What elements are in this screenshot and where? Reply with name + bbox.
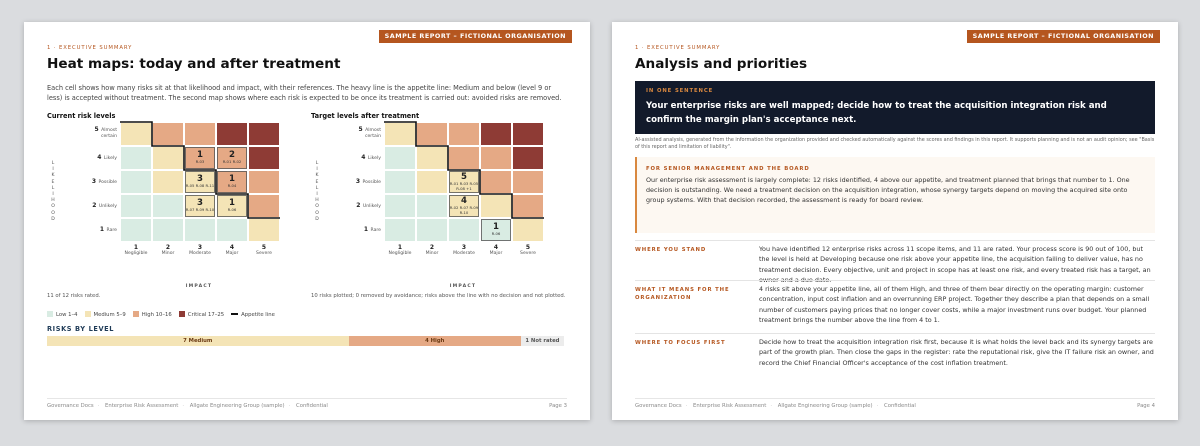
row-label: WHERE YOU STAND [635,247,707,253]
footer-item: Allgate Engineering Group (sample) [777,403,873,409]
impact-axis-label: IMPACT [449,284,477,289]
heatmap-legend [47,311,282,318]
sample-badge: SAMPLE REPORT – FICTIONAL ORGANISATION [967,30,1160,43]
heatmap-cell [121,219,151,241]
heatmap-cell [417,195,447,217]
heatmap-cell [153,219,183,241]
heatmap-cell [417,219,447,241]
impact-level-label: 4 Major [225,244,239,256]
level-bar-segment: 1 Not rated [521,336,564,346]
footer-item: Confidential [884,403,916,409]
heatmap-cell [481,171,511,193]
heatmap-cell [217,219,247,241]
one-sentence-box [635,81,1155,134]
heatmap-cell [121,195,151,217]
one-sentence-label: IN ONE SENTENCE [646,88,714,94]
cell-risk-count: 3 R-07 R-09 R-10 [185,198,215,212]
heatmap-cell [121,147,151,169]
section-label: 1 · EXECUTIVE SUMMARY [47,45,133,51]
heatmap-cell [385,171,415,193]
legend-line-swatch [231,313,238,315]
heatmap-cell [249,195,279,217]
heatmap-note-target: 10 risks plotted; 0 removed by avoidance; risks above the line with no decision and not plotted. [311,293,566,299]
legend-item-appetite: Appetite line [231,312,275,318]
heatmap-cell [513,147,543,169]
cell-risk-count: 4 R-02 R-07 R-09 R-10 [449,196,479,215]
heatmap-cell [513,195,543,217]
cell-risk-count: 1 R-06 [491,222,501,236]
heatmap-cell [481,147,511,169]
likelihood-axis-label: L I K E L I H O O D [51,161,55,222]
likelihood-level-label: 1 Rare [99,226,117,233]
heatmap-cell [153,123,183,145]
heatmap-cell [449,219,479,241]
heatmap-cell [249,147,279,169]
heatmap-cell [249,123,279,145]
heatmap-cell [481,195,511,217]
footer-item: Enterprise Risk Assessment [105,403,179,409]
page-footer: Governance Docs · Enterprise Risk Assessment · Allgate Engineering Group (sample) · Confidential Page 4 [635,398,1155,409]
level-bar-segment: 4 High [349,336,521,346]
callout-label: FOR SENIOR MANAGEMENT AND THE BOARD [646,166,810,172]
heatmap-current [47,123,287,283]
likelihood-level-label: 1 Rare [363,226,381,233]
heatmap-cell [417,171,447,193]
footer-item: Governance Docs [635,403,682,409]
legend-swatch [47,311,53,317]
heatmap-title-current: Current risk levels [47,112,116,120]
impact-level-label: 5 Severe [256,244,272,256]
intro-text: Each cell shows how many risks sit at that likelihood and impact, with their references. The heavy line is the appetite line: Medium and below (level 9 or less) is accepted without treatment. The second map shows where each risk is expected to be once its treatment is carried out: avoided risks are removed. [47,84,562,102]
legend-swatch [85,311,91,317]
report-page-3 [24,22,590,420]
heatmap-cell [385,123,415,145]
page-footer: Governance Docs · Enterprise Risk Assessment · Allgate Engineering Group (sample) · Confidential Page 3 [47,398,567,409]
heatmap-title-target: Target levels after treatment [311,112,420,120]
footer-item: Confidential [296,403,328,409]
heatmap-cell [249,171,279,193]
legend-swatch [133,311,139,317]
cell-risk-count: 5 R-01 R-03 R-05 R-08 +1 [449,172,479,191]
likelihood-level-label: 2 Unlikely [356,202,381,209]
legend-item: Medium 5–9 [85,312,126,318]
cell-risk-count: 3 R-05 R-08 R-11 [185,174,215,188]
risks-by-level-bar [47,336,564,346]
heatmap-cell [121,171,151,193]
row-label: WHAT IT MEANS FOR THE ORGANIZATION [635,287,730,301]
heatmap-cell [449,123,479,145]
heatmap-cell [417,123,447,145]
likelihood-level-label: 3 Possible [91,178,117,185]
cell-risk-count: 1 R-06 [227,198,237,212]
heatmap-cell [513,123,543,145]
likelihood-level-label: 5 Almost certain [94,126,117,139]
heatmap-cell [153,171,183,193]
impact-level-label: 5 Severe [520,244,536,256]
likelihood-level-label: 2 Unlikely [92,202,117,209]
impact-level-label: 2 Minor [425,244,439,256]
heatmap-cell [513,219,543,241]
cell-risk-count: 1 R-04 [227,174,237,188]
page-number: Page 4 [1137,403,1155,409]
impact-level-label: 1 Negligible [388,244,412,256]
heatmap-cell [249,219,279,241]
footer-item: Allgate Engineering Group (sample) [189,403,285,409]
analysis-row-focus [635,333,1155,374]
impact-level-label: 1 Negligible [124,244,148,256]
section-label: 1 · EXECUTIVE SUMMARY [635,45,721,51]
heatmap-cell [217,123,247,145]
one-sentence-text: Your enterprise risks are well mapped; decide how to treat the acquisition integration risk and confirm the margin plan's acceptance next. [646,101,1107,125]
footer-item: Enterprise Risk Assessment [693,403,767,409]
heatmap-cell [385,219,415,241]
likelihood-level-label: 3 Possible [355,178,381,185]
heatmap-target [311,123,551,283]
legend-item: Critical 17–25 [179,312,224,318]
row-label: WHERE TO FOCUS FIRST [635,340,726,346]
heatmap-cell [153,147,183,169]
impact-level-label: 2 Minor [161,244,175,256]
heatmap-cell [385,195,415,217]
impact-level-label: 3 Moderate [189,244,211,256]
page-number: Page 3 [549,403,567,409]
cell-risk-count: 2 R-01 R-02 [222,150,242,164]
page-title: Heat maps: today and after treatment [47,56,341,72]
heatmap-cell [153,195,183,217]
heatmap-cell [185,219,215,241]
heatmap-cell [481,123,511,145]
risks-by-level-title: RISKS BY LEVEL [47,325,115,333]
heatmap-cell [121,123,151,145]
impact-level-label: 3 Moderate [453,244,475,256]
board-callout [635,157,1155,233]
heatmap-cell [417,147,447,169]
heatmap-cell [185,123,215,145]
row-text: 4 risks sit above your appetite line, all of them High, and three of them bear directly on the operating margin: customer concentration, input cost inflation and an overrunning ERP project. Together they describe a plan that depends on a small number of customers paying prices that no longer cover costs, while a major investment runs over budget. Your planned treatment brings the number above the line from 4 to 1. [759,285,1150,325]
report-page-4 [612,22,1178,420]
sample-badge: SAMPLE REPORT – FICTIONAL ORGANISATION [379,30,572,43]
heatmap-cell [513,171,543,193]
legend-swatch [179,311,185,317]
likelihood-level-label: 4 Likely [361,154,381,161]
heatmap-cell [385,147,415,169]
heatmap-note-current: 11 of 12 risks rated. [47,293,101,299]
row-text: Decide how to treat the acquisition integration risk first, because it is what holds the level back and its synergy targets are part of the growth plan. Then close the gaps in the register: rate the reputational risk, give the IT failure risk an owner, and record the Chief Financial Officer's acceptance of the cost inflation treatment. [759,338,1154,367]
heatmap-cell [449,147,479,169]
impact-axis-label: IMPACT [185,284,213,289]
page-title: Analysis and priorities [635,56,808,72]
likelihood-level-label: 4 Likely [97,154,117,161]
analysis-row-stand [635,240,1155,285]
ai-disclaimer: AI-assisted analysis, generated from the information the organization provided and checked automatically against the scores and findings in this report. It supports planning and is not an audit opinion; see "Basis of this report and limitation of liability". [635,137,1155,150]
impact-level-label: 4 Major [489,244,503,256]
likelihood-axis-label: L I K E L I H O O D [315,161,319,222]
legend-item: High 10–16 [133,312,172,318]
footer-item: Governance Docs [47,403,94,409]
analysis-row-means [635,280,1155,331]
cell-risk-count: 1 R-03 [195,150,205,164]
legend-item: Low 1–4 [47,312,78,318]
callout-text: Our enterprise risk assessment is largely complete: 12 risks identified, 4 above our appetite, and treatment planned that brings that number to 1. One decision is outstanding. We need a treatment decision on the acquisition integration, whose synergy targets depend on moving the acquired site onto group systems. With that decision recorded, the assessment is ready for board review. [646,176,1130,204]
row-text: You have identified 12 enterprise risks across 11 scope items, and 11 are rated. Your process score is 90 out of 100, but the level is held at Developing because one risk above your appetite line, the acquisition failing to deliver value, has no treatment decision. Every objective, unit and project in scope has at least one risk, and every treated risk has a target, an owner and a due date. [759,245,1151,285]
likelihood-level-label: 5 Almost certain [358,126,381,139]
level-bar-segment: 7 Medium [47,336,349,346]
